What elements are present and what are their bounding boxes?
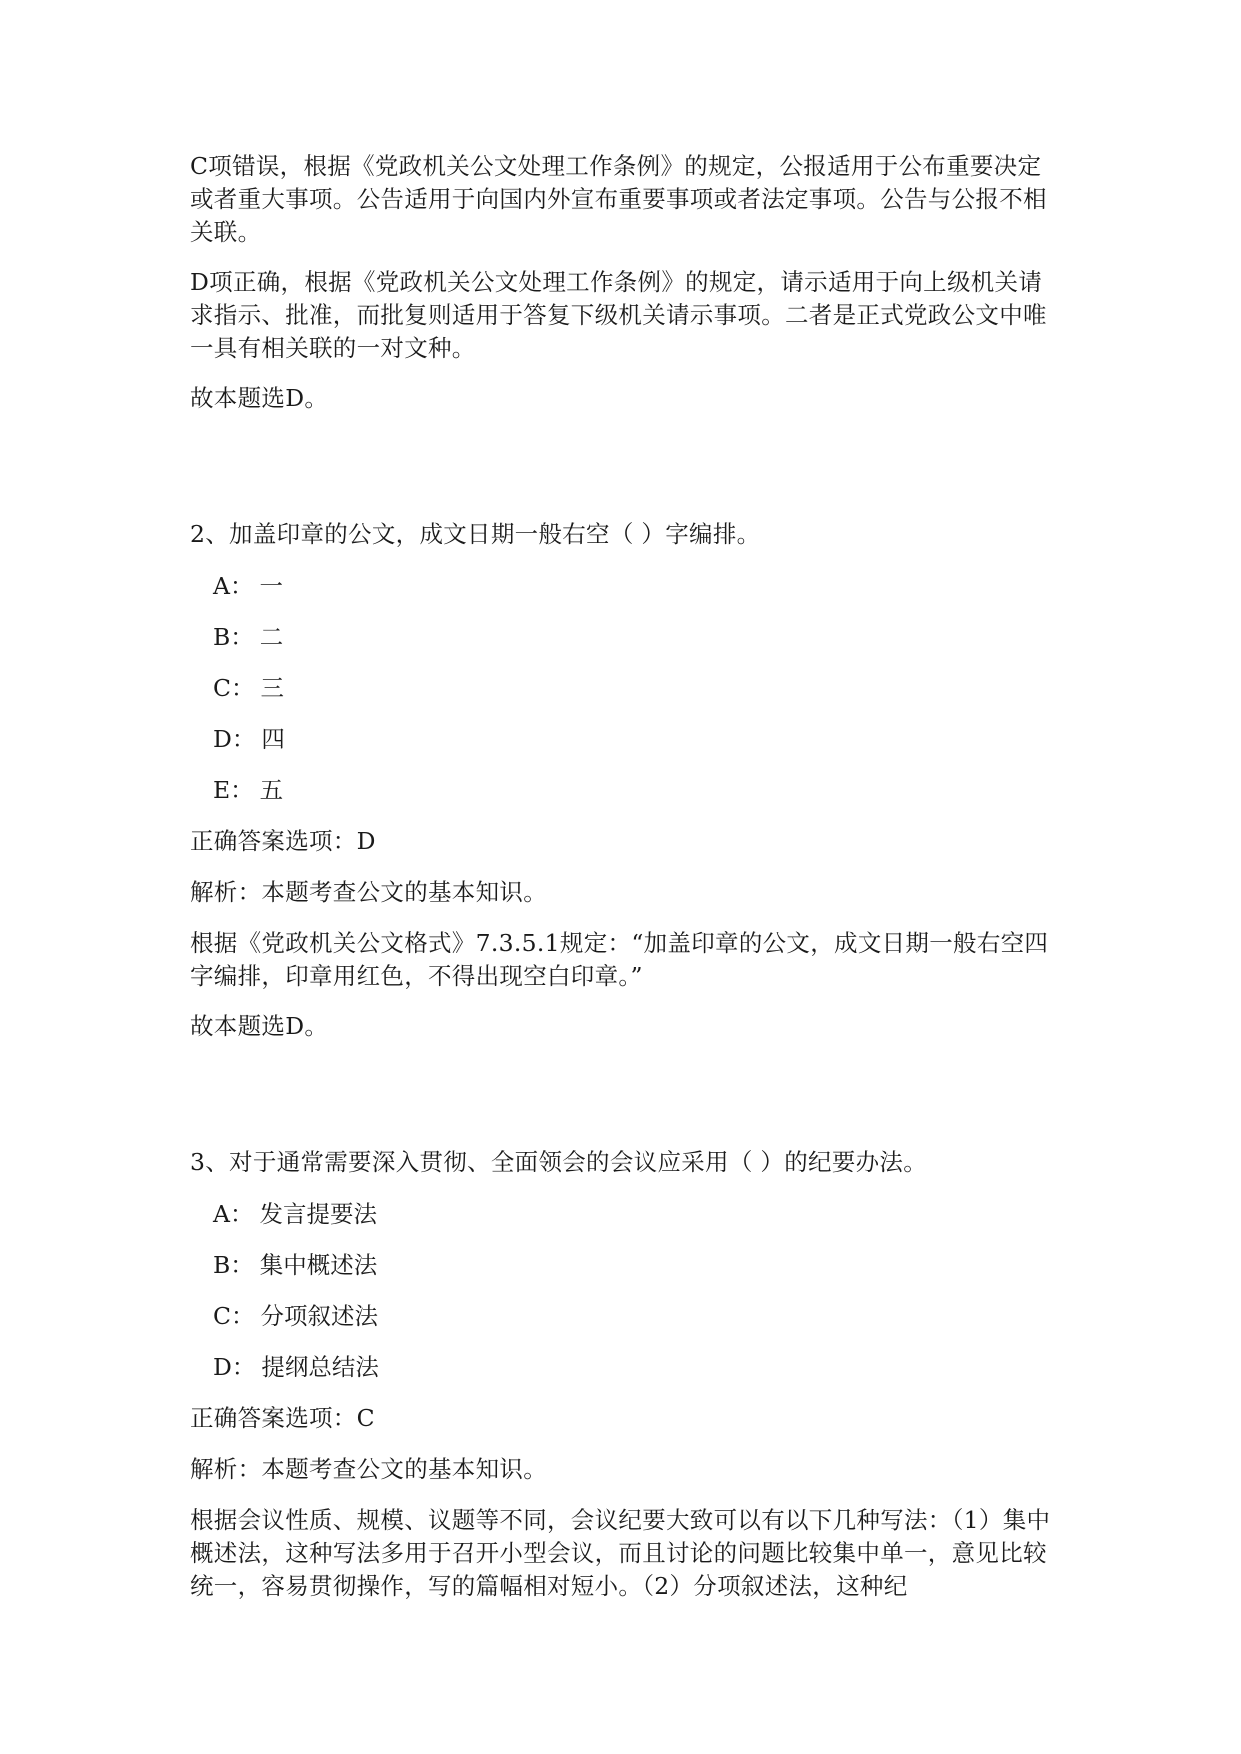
q2-detail: 根据《党政机关公文格式》7.3.5.1规定：“加盖印章的公文，成文日期一般右空四字编排，印章用红色，不得出现空白印章。”	[190, 929, 1049, 990]
option-key: D：	[213, 1353, 256, 1381]
q3-question: 3、对于通常需要深入贯彻、全面领会的会议应采用（ ）的纪要办法。	[190, 1148, 928, 1176]
option-text: 发言提要法	[259, 1200, 377, 1228]
option-text: 五	[259, 776, 284, 804]
option-text: 三	[260, 674, 284, 702]
q1-option-c-explanation: C项错误，根据《党政机关公文处理工作条例》的规定，公报适用于公布重要决定或者重大事项。公告适用于向国内外宣布重要事项或者法定事项。公告与公报不相关联。	[190, 152, 1047, 246]
q2-conclusion: 故本题选D。	[190, 1012, 329, 1040]
option-key: B：	[213, 623, 254, 651]
q2-analysis: 解析：本题考查公文的基本知识。	[190, 878, 547, 906]
q3-analysis: 解析：本题考查公文的基本知识。	[190, 1455, 547, 1483]
q3-detail: 根据会议性质、规模、议题等不同，会议纪要大致可以有以下几种写法：（1）集中概述法，这种写法多用于召开小型会议，而且讨论的问题比较集中单一，意见比较统一，容易贯彻操作，写的篇幅相对短小。（2）分项叙述法，这种纪	[190, 1506, 1051, 1600]
option-text: 二	[259, 623, 284, 651]
option-text: 提纲总结法	[261, 1353, 379, 1381]
q2-answer: 正确答案选项：D	[190, 827, 376, 855]
q2-question: 2、加盖印章的公文，成文日期一般右空（ ）字编排。	[190, 520, 761, 548]
q2-option-e	[213, 774, 283, 807]
q3-option-a	[213, 1198, 377, 1231]
option-text: 集中概述法	[259, 1251, 378, 1279]
q1-option-d-explanation: D项正确，根据《党政机关公文处理工作条例》的规定，请示适用于向上级机关请求指示、批准，而批复则适用于答复下级机关请示事项。二者是正式党政公文中唯一具有相关联的一对文种。	[190, 268, 1047, 362]
q2-option-d	[213, 723, 285, 756]
q2-option-b	[213, 621, 283, 654]
option-key: D：	[213, 725, 256, 753]
option-key: A：	[213, 1200, 254, 1228]
option-text: 四	[261, 725, 285, 753]
q1-conclusion: 故本题选D。	[190, 384, 329, 412]
q3-answer: 正确答案选项：C	[190, 1404, 375, 1432]
option-key: B：	[213, 1251, 254, 1279]
option-key: E：	[213, 776, 254, 804]
q2-option-c	[213, 672, 284, 705]
q3-option-d	[213, 1351, 379, 1384]
q3-option-c	[213, 1300, 378, 1333]
option-key: A：	[213, 572, 254, 600]
option-text: 一	[259, 572, 283, 600]
q2-option-a	[213, 570, 283, 603]
option-text: 分项叙述法	[260, 1302, 378, 1330]
q3-option-b	[213, 1249, 377, 1282]
option-key: C：	[213, 1302, 255, 1330]
option-key: C：	[213, 674, 255, 702]
